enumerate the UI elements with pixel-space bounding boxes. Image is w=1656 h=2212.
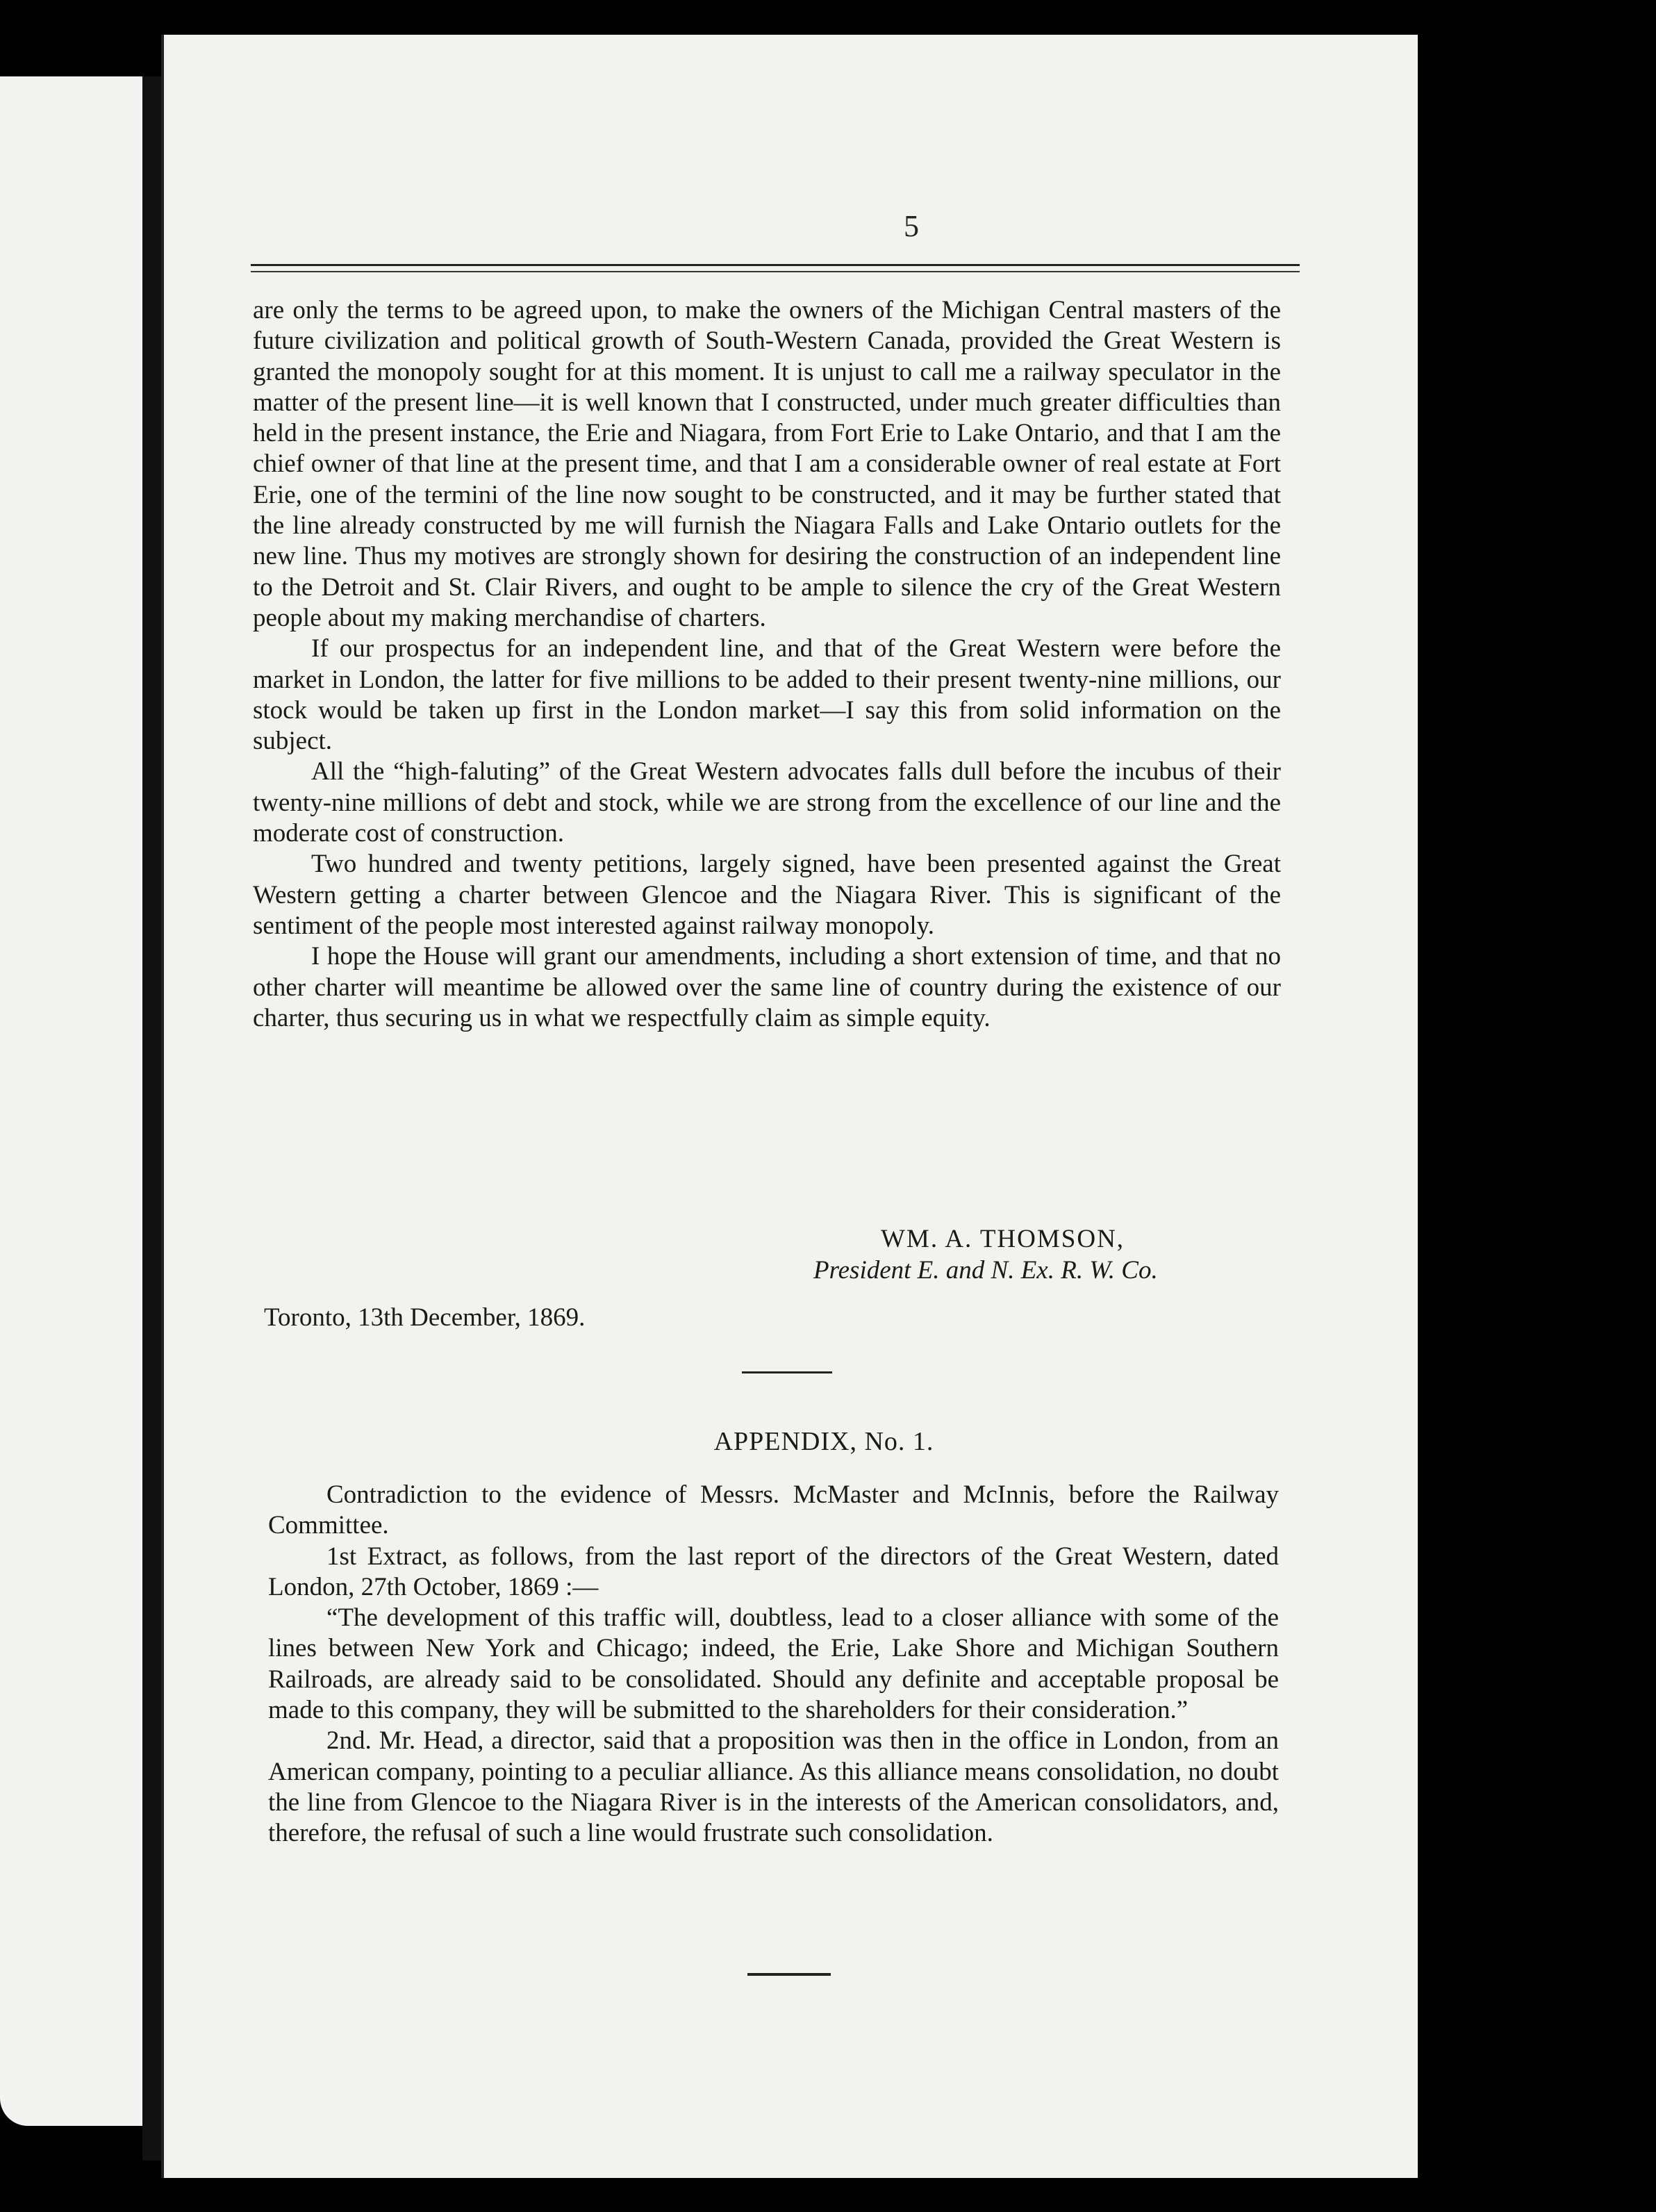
binding-shadow [142, 76, 162, 2161]
appendix-text [268, 1480, 1279, 1849]
header-rule [251, 264, 1300, 266]
section-divider [742, 1371, 832, 1373]
appendix-heading: APPENDIX, No. 1. [713, 1427, 934, 1456]
signature-name: WM. A. THOMSON, [881, 1225, 1125, 1253]
paragraph: 2nd. Mr. Head, a director, said that a proposition was then in the office in London, from an American company, pointing to a peculiar alliance. As this alliance means consolidation, no doubt the line from Glencoe to the Niagara River is in the interests of the American consolidators, and, therefore, the refusal of such a line would frustrate such consolidation. [268, 1726, 1279, 1848]
left-page-edge [0, 76, 142, 2126]
paragraph: I hope the House will grant our amendments, including a short extension of time, and that no other charter will meantime be allowed over the same line of country during the existence of our charter, thus securing us in what we respectfully claim as simple equity. [253, 942, 1281, 1032]
paragraph: Two hundred and twenty petitions, largely signed, have been presented against the Great Western getting a charter between Glencoe and the Niagara River. This is significant of the sentiment of the people most interested against railway monopoly. [253, 850, 1281, 940]
paragraph: All the “high-faluting” of the Great Western advocates falls dull before the incubus of their twenty-nine millions of debt and stock, while we are strong from the excellence of our line and the moderate cost of construction. [253, 757, 1281, 848]
signature-title: President E. and N. Ex. R. W. Co. [813, 1256, 1158, 1285]
paragraph: are only the terms to be agreed upon, to make the owners of the Michigan Central masters of the future civilization and political growth of South-Western Canada, provided the Great Western is granted the monopoly sought for at this moment. It is unjust to call me a railway speculator in the matter of the present line—it is well known that I constructed, under much greater difficulties than held in the present instance, the Erie and Niagara, from Fort Erie to Lake Ontario, and that I am the chief owner of that line at the present time, and that I am a considerable owner of real estate at Fort Erie, one of the termini of the line now sought to be constructed, and it may be further stated that the line already constructed by me will furnish the Niagara Falls and Lake Ontario outlets for the new line. Thus my motives are strongly shown for desiring the construction of an independent line to the Detroit and St. Clair Rivers, and ought to be ample to silence the cry of the Great Western people about my making merchandise of charters. [253, 296, 1281, 632]
paragraph: 1st Extract, as follows, from the last report of the directors of the Great Western, dated London, 27th October, 1869 :— [268, 1542, 1279, 1601]
dateline: Toronto, 13th December, 1869. [264, 1303, 586, 1332]
end-divider [747, 1973, 831, 1976]
paragraph: If our prospectus for an independent line, and that of the Great Western were before the market in London, the latter for five millions to be added to their present twenty-nine millions, our stock would be taken up first in the London market—I say this from solid information on the subject. [253, 634, 1281, 756]
header-rule-thin [251, 271, 1300, 272]
quotation: “The development of this traffic will, doubtless, lead to a closer alliance with some of the lines between New York and Chicago; indeed, the Erie, Lake Shore and Michigan Southern Railroads, are already said to be consolidated. Should any definite and acceptable proposal be made to this company, they will be submitted to the shareholders for their consideration.” [268, 1603, 1279, 1725]
body-text [253, 295, 1281, 1034]
page-number: 5 [904, 209, 919, 243]
paragraph: Contradiction to the evidence of Messrs. McMaster and McInnis, before the Railway Committee. [268, 1480, 1279, 1540]
document-page [161, 35, 1418, 2178]
